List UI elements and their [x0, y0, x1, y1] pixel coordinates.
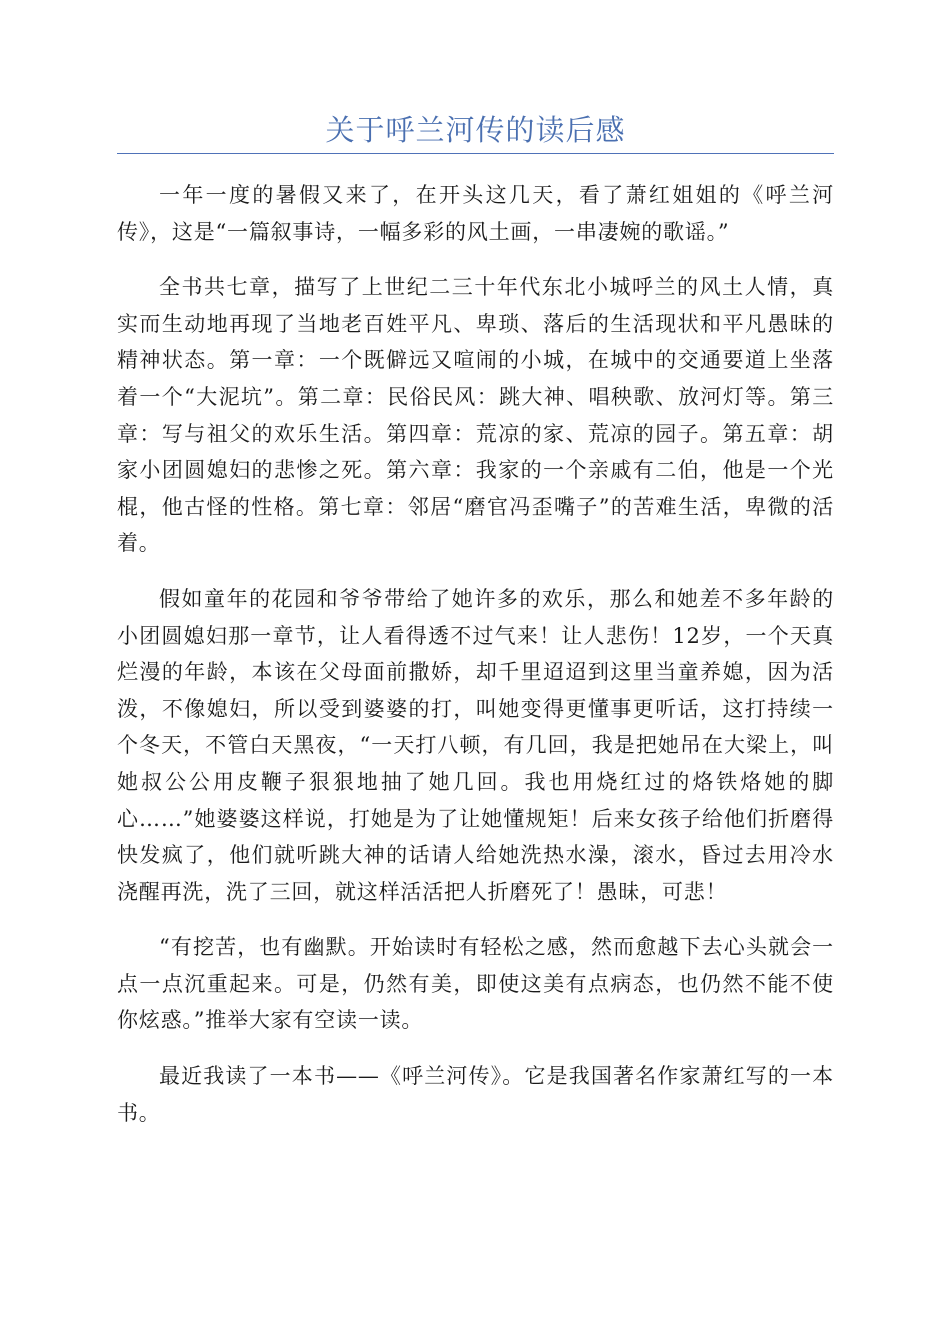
- document-title: 关于呼兰河传的读后感: [325, 113, 626, 147]
- paragraph-5: 最近我读了一本书——《呼兰河传》。它是我国著名作家萧红写的一本书。: [117, 1064, 834, 1125]
- document-body: [117, 177, 834, 1150]
- paragraph-1: 一年一度的暑假又来了，在开头这几天，看了萧红姐姐的《呼兰河传》，这是“一篇叙事诗，一幅多彩的风土画，一串凄婉的歌谣。”: [117, 183, 834, 244]
- paragraph-3: 假如童年的花园和爷爷带给了她许多的欢乐，那么和她差不多年龄的小团圆媳妇那一章节，让人看得透不过气来！让人悲伤！12岁，一个天真烂漫的年龄，本该在父母面前撒娇，却千里迢迢到这里当童养媳，因为活泼，不像媳妇，所以受到婆婆的打，叫她变得更懂事更听话，这打持续一个冬天，不管白天黑夜，“一天打八顿，有几回，我是把她吊在大梁上，叫她叔公公用皮鞭子狠狠地抽了她几回。我也用烧红过的烙铁烙她的脚心……”她婆婆这样说，打她是为了让她懂规矩！后来女孩子给他们折磨得快发疯了，他们就听跳大神的话请人给她洗热水澡，滚水，昏过去用冷水浇醒再洗，洗了三回，就这样活活把人折磨死了！愚昧，可悲！: [117, 586, 834, 904]
- title-underline: [117, 153, 834, 154]
- paragraph-4: “有挖苦，也有幽默。开始读时有轻松之感，然而愈越下去心头就会一点一点沉重起来。可是，仍然有美，即使这美有点病态，也仍然不能不使你炫惑。”推举大家有空读一读。: [117, 935, 834, 1033]
- paragraph-2: 全书共七章，描写了上世纪二三十年代东北小城呼兰的风土人情，真实而生动地再现了当地老百姓平凡、卑琐、落后的生活现状和平凡愚昧的精神状态。第一章：一个既僻远又喧闹的小城，在城中的交通要道上坐落着一个“大泥坑”。第二章：民俗民风：跳大神、唱秧歌、放河灯等。第三章：写与祖父的欢乐生活。第四章：荒凉的家、荒凉的园子。第五章：胡家小团圆媳妇的悲惨之死。第六章：我家的一个亲戚有二伯，他是一个光棍，他古怪的性格。第七章：邻居“磨官冯歪嘴子”的苦难生活，卑微的活着。: [117, 275, 834, 556]
